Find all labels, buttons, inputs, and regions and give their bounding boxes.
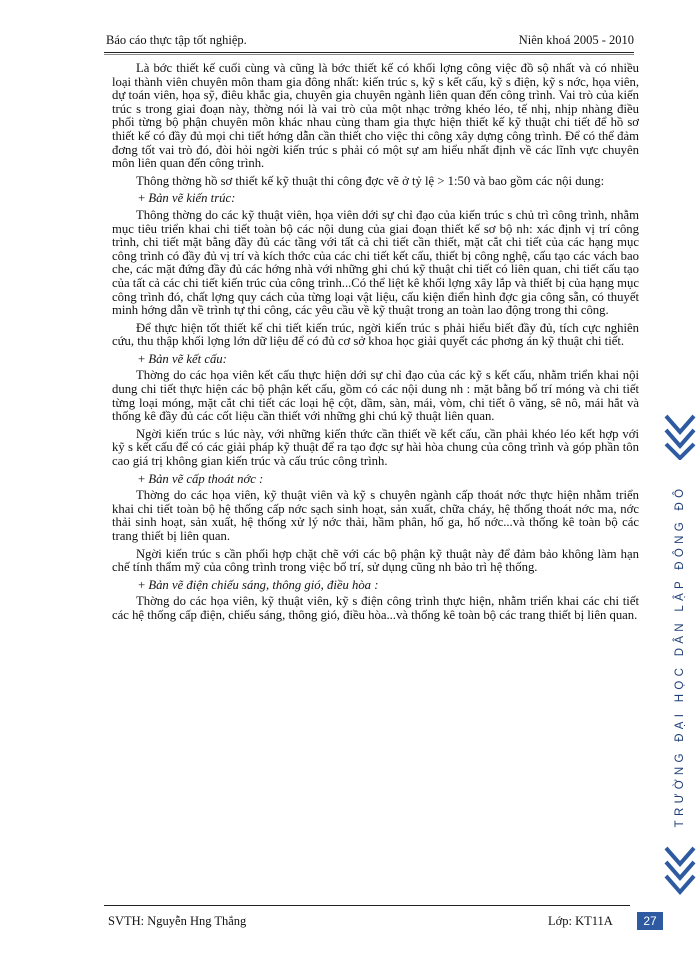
header-year: Niên khoá 2005 - 2010 <box>518 33 634 47</box>
section-heading <box>112 579 639 593</box>
paragraph: Để thực hiện tốt thiết kế chi tiết kiến trúc, ngời kiến trúc s phải hiểu biết đầy đủ, tích cực nghiên cứu, thu thập khối lợng lớn dữ liệu để có đủ cơ sở khoa học giải quyết các phơng án kỹ thuật chi tiết. <box>112 320 639 349</box>
footer-student: SVTH: Nguyễn Hng Thắng <box>108 914 247 928</box>
page-number: 27 <box>637 912 663 930</box>
page-header <box>106 33 634 48</box>
section-heading <box>112 192 639 206</box>
section-heading-text: Bản vẽ cấp thoát nớc : <box>148 471 264 486</box>
paragraph: Thờng do các họa viên, kỹ thuật viên, kỹ s điện công trình thực hiện, nhằm triển khai các chi tiết các hệ thống cấp điện, chiếu sáng, thông gió, điều hòa...và thống kê toàn bộ các trang thiết bị liên quan. <box>112 594 639 622</box>
body-text <box>112 62 639 627</box>
section-heading <box>112 353 639 367</box>
footer-class: Lớp: KT11A <box>548 914 613 928</box>
section-heading <box>112 473 639 487</box>
bullet-marker: + <box>138 191 146 206</box>
paragraph: Thờng do các họa viên, kỹ thuật viên và kỹ s chuyên ngành cấp thoát nớc thực hiện nhằm triển khai chi tiết toàn bộ hệ thống cấp nớc sạch sinh hoạt, sản xuất, chữa cháy, hệ thống thoát nớc ma, nớc thải sinh hoạt, sản xuất, hệ thống xử lý nớc thải, hầm phân, hố ga, hố nớc...và thống kê toàn bộ các trang thiết bị liên quan. <box>112 488 639 543</box>
double-chevron-down-icon <box>662 844 698 896</box>
section-heading-text: Bản vẽ kết cấu: <box>148 351 227 366</box>
bullet-marker: + <box>138 351 146 366</box>
paragraph: Là bớc thiết kế cuối cùng và cũng là bớc thiết kế có khối lợng công việc đồ sộ nhất và có nhiều loại thành viên chuyên môn tham gia đông nhất: kiến trúc s, kỹ s kết cấu, kỹ s điện, kỹ s nớc, họa viên, dự toán viên, họa sỹ, điêu khắc gia, chuyên gia chuyên ngành liên quan đến công trình. Vai trò của kiến trúc s trong giai đoạn này, thờng nói là vai trò của một nhạc trởng khéo léo, tế nhị, nhịp nhàng điều phối từng bộ phận chuyên môn khác nhau cùng tham gia thực hiện thiết kế kỹ thuật chi tiết để hồ sơ thiết kế có đầy đủ mọi chi tiết hớng dẫn cần thiết cho việc thi công xây dựng công trình. Để có thể đảm đơng tốt vai trò đó, đòi hỏi ngời kiến trúc s phải có một sự am hiểu nhất định về các lĩnh vực chuyên môn liên quan đến công trình. <box>112 61 639 171</box>
paragraph: Thông thờng hồ sơ thiết kế kỹ thuật thi công đợc vẽ ở tỷ lệ > 1:50 và bao gồm các nội dung: <box>136 173 605 188</box>
paragraph: Thông thờng do các kỹ thuật viên, họa viên dới sự chỉ đạo của kiến trúc s chủ trì công trình, nhằm mục tiêu triển khai chi tiết toàn bộ các nội dung của giai đoạn thiết kế sơ bộ nh: xác định vị trí công trình, chi tiết mặt bằng đầy đủ các tầng với tất cả chi tiết cần thiết, mặt cắt chi tiết của các hạng mục công trình có đầy đủ vị trí và kích thớc của các chi tiết kết cấu, thiết bị công nghệ, cấu tạo các vách bao che, các mặt đứng đầy đủ các hớng nhà với những ghi chú kỹ thuật chi tiết có liên quan, chi tiết cấu tạo của tất cả các chi tiết kiến trúc của công trình...Có thể liệt kê khối lợng xây lắp và thiết bị của hạng mục công trình đó, chất lợng quy cách của từng loại vật liệu, cấu kiện điển hình đợc gia công sẵn, có thuyết minh hớng dẫn về trình tự thi công, các yêu cầu về kỹ thuật trong an toàn lao động trong thi công. <box>112 207 639 318</box>
bullet-marker: + <box>138 471 146 486</box>
paragraph: Thờng do các họa viên kết cấu thực hiện dới sự chỉ đạo của các kỹ s kết cấu, nhằm triển khai nội dung chi tiết thực hiện các bộ phận kết cấu, gồm có các nội dung nh : mặt bằng bố trí móng và chi tiết từng loại móng, mặt cắt chi tiết các loại hệ cột, dầm, sàn, mái, vòm, chi tiết ô văng, sê nô, mái hắt và thống kê đầy đủ các cốt liệu cần thiết với những ghi chú kỹ thuật liên quan. <box>112 368 639 424</box>
bullet-marker: + <box>138 577 146 592</box>
page-footer <box>108 914 638 932</box>
header-title: Báo cáo thực tập tốt nghiệp. <box>106 33 247 47</box>
header-rule <box>104 52 634 53</box>
header-rule-secondary <box>104 54 634 55</box>
paragraph: Ngời kiến trúc s cần phối hợp chặt chẽ với các bộ phận kỹ thuật này để đảm bảo không làm hạn chế tính thẩm mỹ của công trình trong việc bố trí, sử dụng cũng nh bảo trì hệ thống. <box>112 546 639 575</box>
double-chevron-down-icon <box>662 412 698 460</box>
footer-rule <box>104 905 630 906</box>
section-heading-text: Bản vẽ điện chiếu sáng, thông gió, điều hòa : <box>148 577 379 592</box>
section-heading-text: Bản vẽ kiến trúc: <box>148 191 236 206</box>
side-decoration <box>662 412 698 900</box>
paragraph: Ngời kiến trúc s lúc này, với những kiến thức cần thiết về kết cấu, cần phải khéo léo kết hợp với kỹ s kết cấu để có các giải pháp kỹ thuật để ra tạo đợc sự hài hòa chung của công trình và góp phần tôn cao giá trị không gian kiến trúc và cấu trúc công trình. <box>112 426 639 469</box>
university-name: TRƯỜNG ĐẠI HỌC DÂN LẬP ĐÔNG ĐÔ <box>674 484 686 828</box>
